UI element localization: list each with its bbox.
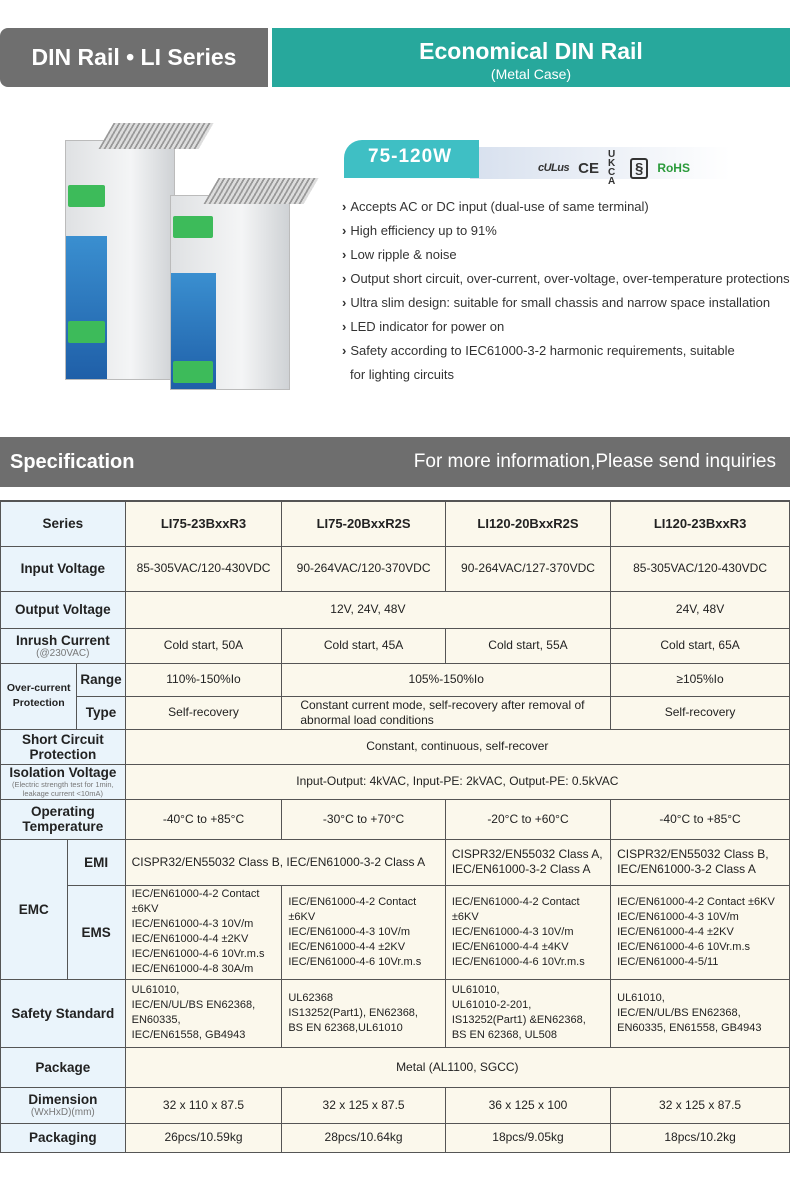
row-label: Input Voltage	[1, 546, 126, 591]
cell: 26pcs/10.59kg	[125, 1123, 282, 1152]
cell: UL61010, IEC/EN/UL/BS EN62368, EN60335, EN61558, GB4943	[611, 979, 790, 1047]
feature-list	[342, 195, 790, 387]
table-row	[1, 885, 790, 979]
cell: 24V, 48V	[611, 591, 790, 628]
cell: 32 x 125 x 87.5	[282, 1087, 445, 1123]
row-label: Over-current Protection	[1, 663, 77, 729]
category-subtitle: (Metal Case)	[490, 66, 572, 82]
table-row	[1, 979, 790, 1047]
cell: Cold start, 65A	[611, 628, 790, 663]
series-cell: LI75-23BxxR3	[125, 501, 282, 546]
cell: Cold start, 55A	[445, 628, 610, 663]
feature-item: › Accepts AC or DC input (dual-use of same terminal)	[342, 199, 649, 214]
cell: Constant, continuous, self-recover	[125, 729, 789, 764]
row-label: Isolation Voltage (Electric strength test for 1min, leakage current <10mA)	[1, 764, 126, 799]
cell: Constant current mode, self-recovery after removal of abnormal load conditions	[282, 696, 611, 729]
table-row	[1, 1087, 790, 1123]
cell: 32 x 125 x 87.5	[611, 1087, 790, 1123]
cell: CISPR32/EN55032 Class B, IEC/EN61000-3-2 Class A	[611, 839, 790, 885]
cell: CISPR32/EN55032 Class B, IEC/EN61000-3-2 Class A	[125, 839, 445, 885]
cell: ≥105%Io	[611, 663, 790, 696]
cell: IEC/EN61000-4-2 Contact ±6KV IEC/EN61000-4-3 10V/m IEC/EN61000-4-4 ±4KV IEC/EN61000-4-6 10Vr.m.s	[445, 885, 610, 979]
series-cell: LI120-20BxxR2S	[445, 501, 610, 546]
feature-item: › High efficiency up to 91%	[342, 223, 497, 238]
row-label: Inrush Current (@230VAC)	[1, 628, 126, 663]
cell: -40°C to +85°C	[125, 799, 282, 839]
table-row	[1, 764, 790, 799]
power-badge: 75-120W	[344, 140, 479, 178]
table-row	[1, 663, 790, 696]
inquiry-note: For more information,Please send inquiries	[413, 451, 776, 472]
table-row	[1, 729, 790, 764]
category-title: Economical DIN Rail	[419, 38, 643, 64]
feature-item: › Low ripple & noise	[342, 247, 457, 262]
row-sublabel: EMS	[67, 885, 125, 979]
category-banner	[272, 28, 790, 87]
row-sublabel: Type	[77, 696, 125, 729]
cell: Cold start, 45A	[282, 628, 445, 663]
cell: 18pcs/10.2kg	[611, 1123, 790, 1152]
cell: Cold start, 50A	[125, 628, 282, 663]
cell: UL61010, IEC/EN/UL/BS EN62368, EN60335, IEC/EN61558, GB4943	[125, 979, 282, 1047]
cell: -20°C to +60°C	[445, 799, 610, 839]
cell: IEC/EN61000-4-2 Contact ±6KV IEC/EN61000-4-3 10V/m IEC/EN61000-4-4 ±2KV IEC/EN61000-4-6 10Vr.m.s	[282, 885, 445, 979]
product-image	[40, 110, 380, 395]
ul-icon: cULus	[538, 162, 570, 174]
ukca-icon: UKCA	[607, 149, 616, 187]
row-label: Output Voltage	[1, 591, 126, 628]
row-label: Packaging	[1, 1123, 126, 1152]
cell: 28pcs/10.64kg	[282, 1123, 445, 1152]
safety-mark-icon: §	[630, 158, 648, 179]
table-row	[1, 839, 790, 885]
cell: UL61010, UL61010-2-201, IS13252(Part1) &EN62368, BS EN 62368, UL508	[445, 979, 610, 1047]
cell: Metal (AL1100, SGCC)	[125, 1047, 789, 1087]
series-cell: LI120-23BxxR3	[611, 501, 790, 546]
row-sublabel: EMI	[67, 839, 125, 885]
specification-bar	[0, 437, 790, 487]
row-label: Package	[1, 1047, 126, 1087]
row-sublabel: Range	[77, 663, 125, 696]
cell: -30°C to +70°C	[282, 799, 445, 839]
cell: 32 x 110 x 87.5	[125, 1087, 282, 1123]
cell: 12V, 24V, 48V	[125, 591, 610, 628]
cell: 105%-150%Io	[282, 663, 611, 696]
series-title: DIN Rail • LI Series	[0, 28, 268, 87]
feature-item: › Output short circuit, over-current, over-voltage, over-temperature protections	[342, 271, 790, 286]
cell: CISPR32/EN55032 Class A, IEC/EN61000-3-2 Class A	[445, 839, 610, 885]
table-row	[1, 1123, 790, 1152]
cell: 90-264VAC/127-370VDC	[445, 546, 610, 591]
row-label: Safety Standard	[1, 979, 126, 1047]
row-label: Operating Temperature	[1, 799, 126, 839]
row-label: Short Circuit Protection	[1, 729, 126, 764]
table-row	[1, 546, 790, 591]
spec-title: Specification	[10, 450, 135, 473]
cell: 36 x 125 x 100	[445, 1087, 610, 1123]
cell: 85-305VAC/120-430VDC	[611, 546, 790, 591]
table-row	[1, 591, 790, 628]
cell: Input-Output: 4kVAC, Input-PE: 2kVAC, Output-PE: 0.5kVAC	[125, 764, 789, 799]
cell: Self-recovery	[125, 696, 282, 729]
row-label: Dimension (WxHxD)(mm)	[1, 1087, 126, 1123]
feature-item: › Ultra slim design: suitable for small chassis and narrow space installation	[342, 295, 771, 310]
table-row	[1, 799, 790, 839]
table-row	[1, 501, 790, 546]
cell: 18pcs/9.05kg	[445, 1123, 610, 1152]
cell: 90-264VAC/120-370VDC	[282, 546, 445, 591]
table-row	[1, 1047, 790, 1087]
cell: IEC/EN61000-4-2 Contact ±6KV IEC/EN61000-4-3 10V/m IEC/EN61000-4-4 ±2KV IEC/EN61000-4-6 10Vr.m.s IEC/EN61000-4-8 30A/m	[125, 885, 282, 979]
row-label: Series	[1, 501, 126, 546]
cell: IEC/EN61000-4-2 Contact ±6KV IEC/EN61000-4-3 10V/m IEC/EN61000-4-4 ±2KV IEC/EN61000-4-6 10Vr.m.s IEC/EN61000-4-5/11	[611, 885, 790, 979]
cell: -40°C to +85°C	[611, 799, 790, 839]
row-label: EMC	[1, 839, 68, 979]
spec-table	[0, 500, 790, 1153]
ce-icon: CE	[578, 159, 599, 177]
cell: 85-305VAC/120-430VDC	[125, 546, 282, 591]
feature-item: › LED indicator for power on	[342, 319, 505, 334]
table-row	[1, 628, 790, 663]
certification-logos	[538, 150, 690, 186]
table-row	[1, 696, 790, 729]
cell: 110%-150%Io	[125, 663, 282, 696]
rohs-icon: RoHS	[657, 161, 690, 175]
cell: Self-recovery	[611, 696, 790, 729]
feature-item: › Safety according to IEC61000-3-2 harmonic requirements, suitable	[342, 343, 735, 358]
feature-item: for lighting circuits	[350, 367, 455, 382]
series-cell: LI75-20BxxR2S	[282, 501, 445, 546]
cell: UL62368 IS13252(Part1), EN62368, BS EN 62368,UL61010	[282, 979, 445, 1047]
